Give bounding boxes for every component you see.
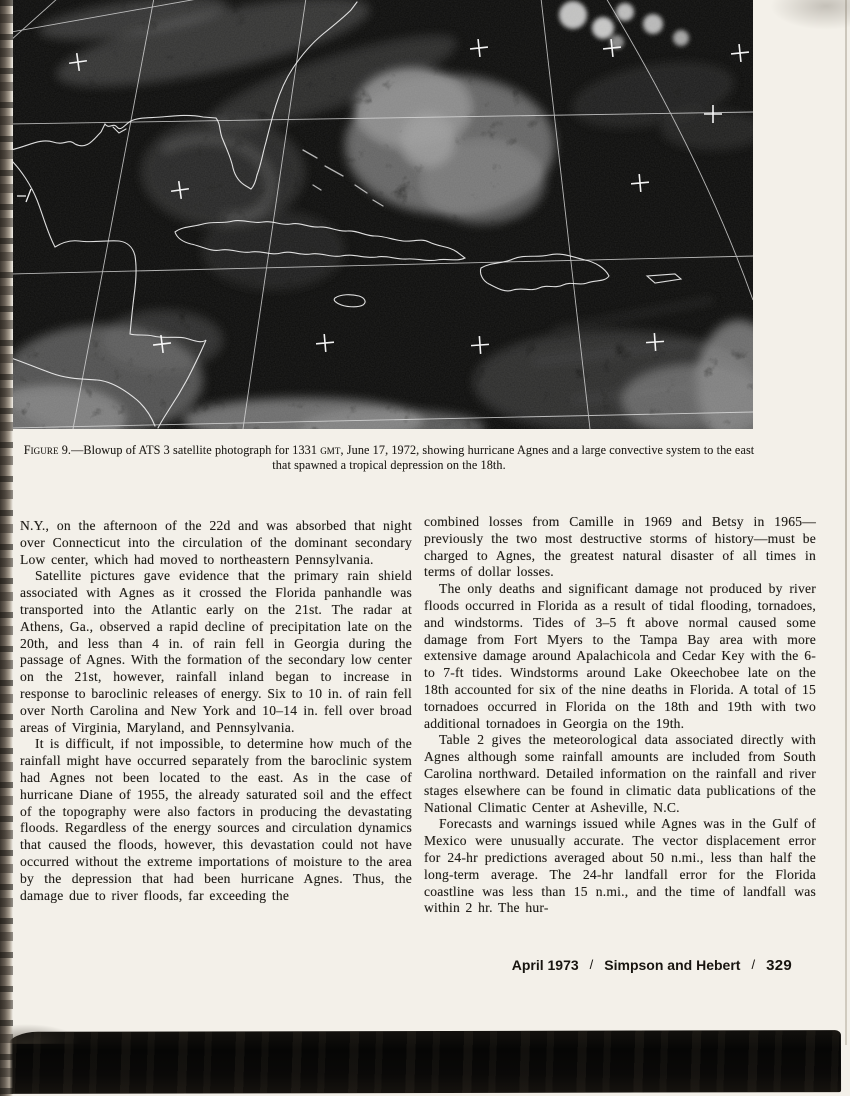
figure-caption-gmt: gmt bbox=[320, 443, 341, 457]
paragraph: N.Y., on the afternoon of the 22d and was absorbed that night over Connecticut into the circulation of the dominant secondary Low center, which had moved to northeastern Pennsylvania. bbox=[20, 518, 412, 567]
footer-issue-date: April 1973 bbox=[511, 957, 579, 973]
paragraph: combined losses from Camille in 1969 and Betsy in 1965—previously the two most destructive storms of history—must be charged to Agnes, the greatest natural disaster of all times in terms of dollar losses. bbox=[424, 514, 816, 580]
footer-authors: Simpson and Hebert bbox=[604, 957, 741, 973]
paragraph: It is difficult, if not impossible, to determine how much of the rainfall might have occurred separately from the baroclinic system had Agnes not been located to the east. As in the case of hurricane Diane of 1955, the already saturated soil and the effect of the topography were also factors in producing the devastating floods. Regardless of the energy sources and circulation dynamics that caused the floods, however, this devastation could not have occurred without the extreme importations of moisture to the area by the depression that had been hurricane Agnes. Thus, the damage due to river floods, far exceeding the bbox=[20, 736, 412, 903]
scan-corner-smudge bbox=[770, 0, 850, 30]
scan-left-edge-artifact bbox=[0, 0, 13, 1096]
figure-9-satellite-photo bbox=[13, 0, 753, 429]
paragraph: The only deaths and significant damage not produced by river floods occurred in Florida as a result of tidal flooding, tornadoes, and windstorms. Tides of 3–5 ft above normal caused some damage from Fort Myers to the Tampa Bay area with more extensive damage around Apalachicola and Cedar Key with the 6- to 7-ft tides. Windstorms around Lake Okeechobee late on the 18th accounted for six of the nine deaths in Florida. A total of 15 tornadoes occurred in Florida on the 18th and 19th with two additional tornadoes in Georgia on the 19th. bbox=[424, 581, 816, 731]
paragraph: Table 2 gives the meteorological data associated directly with Agnes although some rainfall amounts are included from South Carolina northward. Detailed information on the rainfall and river stages elsewhere can be found in climatic data publications of the National Climatic Center at Asheville, N.C. bbox=[424, 732, 816, 815]
scan-bottom-black-bar bbox=[8, 1030, 841, 1094]
left-text-column bbox=[20, 518, 412, 904]
paragraph: Forecasts and warnings issued while Agnes was in the Gulf of Mexico were unusually accurate. The vector displacement error for 24-hr predictions averaged about 50 n.mi., less than half the long-term average. The 24-hr landfall error for the Florida coastline was less than 15 n.mi., and the time of landfall was within 2 hr. The hur- bbox=[424, 816, 816, 916]
figure-caption-text-2: , June 17, 1972, showing hurricane Agnes and a large convective system to the east that spawned a tropical depression on the 18th. bbox=[272, 443, 755, 473]
figure-caption-text-1: —Blowup of ATS 3 satellite photograph for 1331 bbox=[71, 443, 321, 457]
footer-separator: / bbox=[589, 957, 594, 972]
paragraph: Satellite pictures gave evidence that the primary rain shield associated with Agnes as it crossed the Florida panhandle was transported into the Atlantic early on the 21st. The radar at Athens, Ga., observed a rapid decline of precipitation late on the 20th, and less than 4 in. of rain fell in Georgia during the passage of Agnes. With the formation of the secondary low center on the 21st, however, rainfall inland began to increase in response to baroclinic releases of energy. Six to 10 in. of rain fell over North Carolina and New York and 10–14 in. fell over broad areas of Virginia, Maryland, and Pennsylvania. bbox=[20, 568, 412, 735]
figure-caption bbox=[16, 443, 762, 474]
page-footer bbox=[0, 957, 792, 974]
footer-separator: / bbox=[751, 957, 756, 972]
footer-page-number: 329 bbox=[766, 957, 792, 974]
film-grain-overlay bbox=[13, 0, 753, 429]
figure-caption-label: Figure 9. bbox=[23, 443, 72, 457]
satellite-photo-canvas bbox=[13, 0, 753, 429]
right-text-column bbox=[424, 514, 816, 917]
scan-right-page-edge bbox=[845, 0, 847, 1045]
